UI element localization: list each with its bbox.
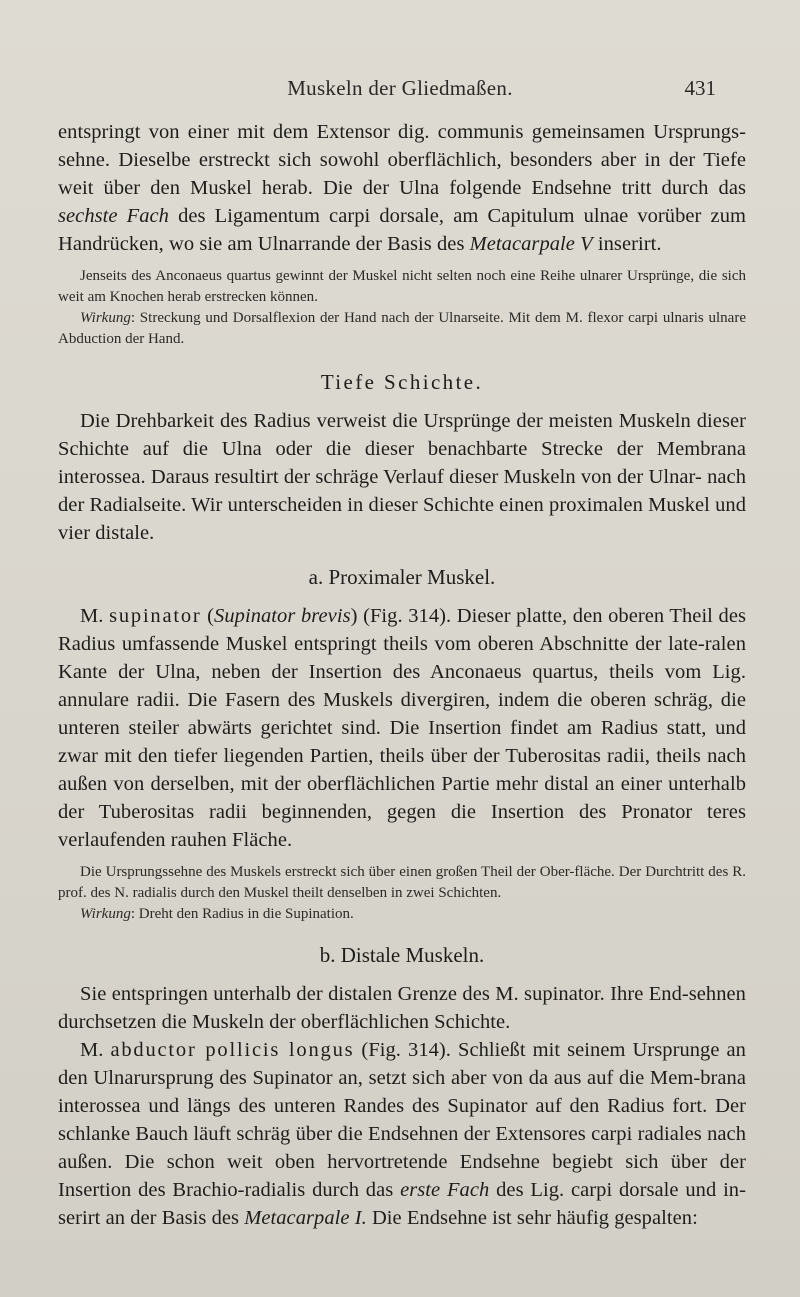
page-body: [58, 118, 746, 1232]
italic-term: Metacarpale I.: [244, 1207, 367, 1229]
text-run: (: [201, 605, 215, 627]
wirkung-text: : Streckung und Dorsalflexion der Hand nach der Ulnarseite. Mit dem M. flexor carpi ulnaris ulnare Abduction der Hand.: [58, 310, 746, 347]
section-heading-tiefe-schichte: Tiefe Schichte.: [320, 370, 484, 394]
subheading-distale-muskeln: b. Distale Muskeln.: [319, 943, 485, 967]
note-wirkung-2: [58, 904, 746, 925]
note-supinator-origin: Die Ursprungssehne des Muskels erstreckt sich über einen großen Theil der Ober-fläche. Der Durchtritt des R. prof. des N. radialis durch den Muskel theilt denselben in zwei Schichten.: [58, 864, 746, 901]
text-run: M.: [80, 1039, 111, 1061]
text-run: ) (Fig. 314). Dieser platte, den oberen Theil des Radius umfassende Muskel entspringt theils vom oberen Abschnitte der late-ralen Kante der Ulna, neben der Insertion des Anconaeus quartus, theils vom Lig. annulare radii. Die Fasern des Muskels divergiren, indem die oberen schräg, die unteren steiler abwärts gerichtet sind. Die Insertion findet am Radius statt, und zwar mit den tiefer liegenden Partien, theils über der Tuberositas radii, theils nach außen von derselben, mit der oberflächlichen Partie mehr distal an einer unterhalb der Tuberositas radii beginnenden, gegen die Insertion des Pronator teres verlaufenden rauhen Fläche.: [58, 605, 747, 851]
text-run: des Ligamentum carpi dorsale, am Capitulum ulnae vorüber zum Handrücken, wo sie am Ulnarrande der Basis des: [58, 205, 746, 255]
paragraph-distale-muskeln: Sie entspringen unterhalb der distalen Grenze des M. supinator. Ihre End-sehnen durchsetzen die Muskeln der oberflächlichen Schichte.: [58, 983, 746, 1033]
text-run: M.: [80, 605, 110, 627]
page-header: [0, 76, 800, 106]
paragraph-extensor-carpi-ulnaris: [58, 118, 746, 258]
text-run: Die Endsehne ist sehr häufig gespalten:: [366, 1207, 698, 1229]
muscle-name: supinator: [109, 605, 202, 627]
running-head: Muskeln der Gliedmaßen.: [287, 76, 513, 100]
paragraph-tiefe-schichte: Die Drehbarkeit des Radius verweist die Ursprünge der meisten Muskeln dieser Schichte auf die Ulna oder die dieser benachbarte Strecke der Membrana interossea. Daraus resultirt der schräge Verlauf dieser Muskeln von der Ulnar- nach der Radialseite. Wir unterscheiden in dieser Schichte einen proximalen Muskel und vier distale.: [58, 410, 746, 544]
paragraph-supinator: [58, 602, 746, 854]
wirkung-label: Wirkung: [80, 310, 131, 326]
text-run: (Fig. 314). Schließt mit seinem Ursprunge an den Ulnarursprung des Supinator an, setzt sich aber von da aus auf die Mem-brana interossea und längs des unteren Randes des Supinator auf den Radius fort. Der schlanke Bauch läuft schräg über die Endsehnen der Extensores carpi radiales nach außen. Die schon weit oben hervortretende Endsehne begiebt sich über der Insertion des Brachio-radialis durch das: [58, 1039, 746, 1201]
text-run: inserirt.: [592, 233, 662, 255]
wirkung-text: : Dreht den Radius in die Supination.: [130, 906, 354, 922]
note-wirkung-1: [58, 308, 746, 350]
page-number: 431: [684, 76, 716, 100]
italic-term: Metacarpale V: [469, 233, 593, 255]
subheading-proximaler-muskel: a. Proximaler Muskel.: [308, 565, 496, 589]
muscle-name: abductor pollicis longus: [110, 1039, 355, 1061]
paragraph-abductor-pollicis-longus: [58, 1036, 746, 1232]
text-run: des Lig. carpi dorsale und in-serirt an der Basis des: [58, 1179, 746, 1229]
italic-term: Supinator brevis: [214, 605, 351, 627]
note-ulnar-origins: Jenseits des Anconaeus quartus gewinnt der Muskel nicht selten noch eine Reihe ulnarer Ursprünge, die sich weit am Knochen herab erstrecken können.: [58, 268, 746, 305]
text-run: entspringt von einer mit dem Extensor dig. communis gemeinsamen Ursprungs-sehne. Dieselbe erstreckt sich sowohl oberflächlich, besonders aber in der Tiefe weit über den Muskel herab. Die der Ulna folgende Endsehne tritt durch das: [58, 121, 746, 199]
wirkung-label: Wirkung: [80, 906, 131, 922]
italic-term: sechste Fach: [58, 205, 169, 227]
italic-term: erste Fach: [400, 1179, 490, 1201]
